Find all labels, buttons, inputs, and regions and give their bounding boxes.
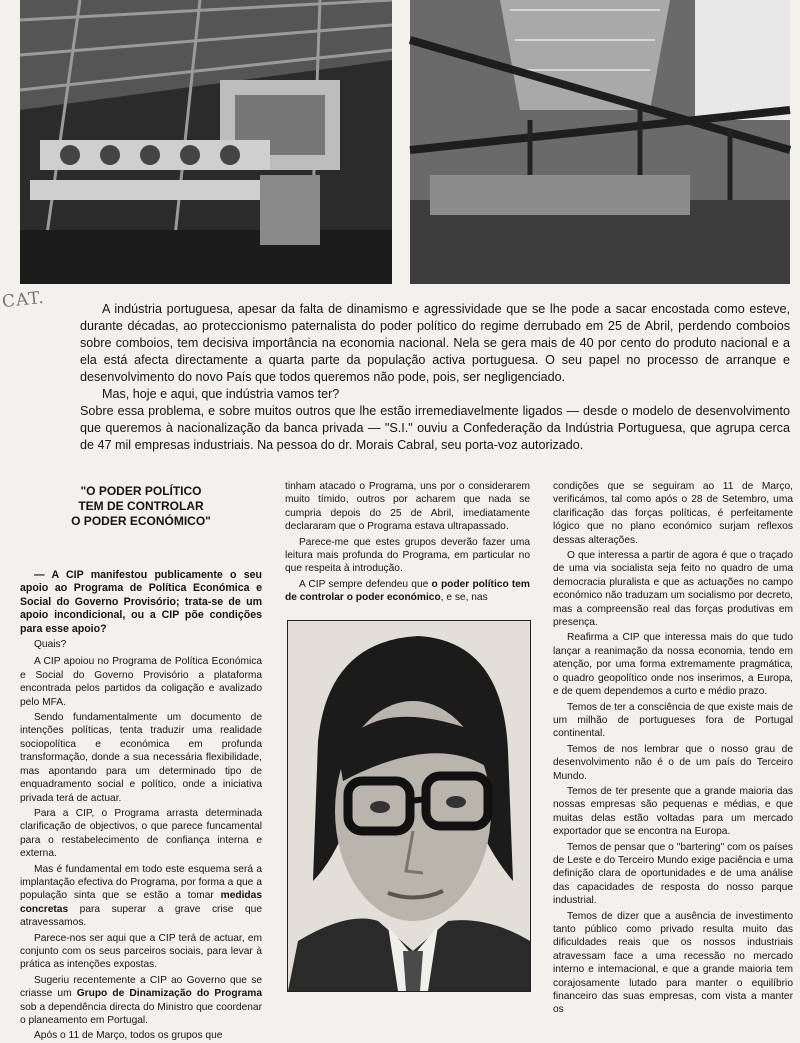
answer-paragraph: Temos de ter presente que a grande maioria das nossas empresas são pequenas e médias, e que muitas delas estão voltadas para um mercado exportador que se encontra na Europa. — [553, 785, 793, 838]
answer-paragraph: Reafirma a CIP que interessa mais do que tudo lançar a reanimação da nossa economia, tendo em atenção, por uma forma extremamente pragmática, o quadro geopolítico onde nos inserimos, a Europa, e de quem dependemos a curto e médio prazo. — [553, 632, 793, 698]
headline-line: O PODER ECONÓMICO" — [71, 514, 211, 528]
factory-photo-left — [20, 0, 392, 284]
article-column-1 — [20, 480, 262, 1042]
text-run: para superar a grave crise que atravessamos. — [20, 903, 262, 929]
answer-paragraph: Temos de nos lembrar que o nosso grau de desenvolvimento não é o de um país do Terceiro Mundo. — [553, 743, 793, 782]
portrait-man-glasses-image — [288, 621, 530, 991]
intro-paragraph: A indústria portuguesa, apesar da falta de dinamismo e agressividade que se lhe pode a sacar encostada como esteve, durante décadas, ao proteccionismo paternalista do poder político do regime derrubado em 25 de Abril, perdendo comboios sobre comboios, tem decisiva importância na economia nacional. Nela se gera mais de 40 por cento do produto nacional e a ela está afecta directamente a quarta parte da população activa portuguesa. O seu papel no processo de arranque e desenvolvimento do novo País que todos queremos não pode, pois, ser negligenciado. — [80, 302, 790, 384]
factory-machinery-image — [20, 0, 392, 284]
answer-paragraph: A CIP apoiou no Programa de Política Económica e Social do Governo Provisório a plataforma encontrada pelos partidos da coligação e avalizado pelo MFA. — [20, 656, 262, 708]
answer-paragraph: Para a CIP, o Programa arrasta determinada clarificação de objectivos, o que parece funcamental para o restabelecimento de confiança interna e externa. — [20, 807, 262, 860]
answer-paragraph: Temos de ter a consciência de que existe mais de um milhão de portugueses fora de Portugal continental. — [553, 701, 793, 740]
article-headline — [20, 484, 262, 529]
article-intro — [80, 301, 790, 454]
headline-line: "O PODER POLÍTICO — [80, 484, 202, 498]
article-column-3 — [553, 480, 793, 1016]
factory-photo-right — [410, 0, 790, 284]
headline-line: TEM DE CONTROLAR — [78, 499, 204, 513]
answer-paragraph — [20, 974, 262, 1028]
bold-text: Grupo de Dinamização do Programa — [76, 988, 262, 1000]
answer-paragraph: O que interessa a partir de agora é que o traçado de uma via socialista seja feito no quadro de uma democracia pluralista e que as actuações no campo económico não traduzam um socialismo por decreto, mas a compreensão real das forças produtivas em presença. — [553, 550, 793, 629]
answer-paragraph: Após o 11 de Março, todos os grupos que — [34, 1030, 223, 1042]
answer-paragraph — [20, 863, 262, 930]
interview-question: — A CIP manifestou publicamente o seu apoio ao Programa de Política Económica e Social do Governo Provisório; trata-se de um apoio incondicional, ou a CIP põe condições para esse apoio? — [20, 569, 262, 635]
answer-paragraph: Sendo fundamentalmente um documento de intenções políticas, tenta traduzir uma realidade sociopolítica e económica em profunda transformação, donde a sua necessária flexibilidade, mas apontando para um determinado tipo de enquadramento social e político, onde a iniciativa privada terá de actuar. — [20, 712, 262, 804]
portrait-photo — [287, 620, 531, 992]
answer-paragraph: Temos de dizer que a ausência de investimento tanto público como privado resulta muito das dificuldades reais que os nossos industriais atravessam face a uma recessão no mercado interno e internacional, e que a grande maioria tem corajosamente lutado para manter o equilíbrio financeiro das suas empresas, com vista a manter os — [553, 910, 793, 1016]
answer-paragraph — [285, 578, 530, 605]
intro-paragraph: Mas, hoje e aqui, que indústria vamos ter? — [102, 387, 340, 401]
text-run: A CIP sempre defendeu que — [299, 578, 432, 590]
text-run: sob a dependência directa do Ministro que coordenar o planeamento em Portugal. — [20, 1001, 262, 1026]
text-run: Sugeriu recentemente a CIP ao Governo que se criasse um — [20, 974, 262, 1000]
answer-paragraph: tinham atacado o Programa, uns por o considerarem muito tímido, outros por acharem que nada se cumpria depois do 25 de Abril, imediatamente declararam que o Programa estava ultrapassado. — [285, 481, 530, 533]
interview-question-followup: Quais? — [34, 639, 67, 651]
bold-text: medidas concretas — [20, 890, 262, 915]
intro-paragraph: Sobre essa problema, e sobre muitos outros que lhe estão irremediavelmente ligados — desde o modelo de desenvolvimento que queremos à nacionalização da banca privada — "S.I." ouviu a Confederação da Indústria Portuguesa, que agrupa cerca de 47 mil empresas industriais. Na pessoa do dr. Morais Cabral, seu porta-voz autorizado. — [80, 404, 790, 452]
bold-text: o poder político tem de controlar o poder económico — [285, 578, 530, 604]
answer-paragraph: condições que se seguiram ao 11 de Março, verificámos, tal como após o 28 de Setembro, uma clarificação das forças políticas, é perfeitamente lógico que no plano económico surjam reflexos dessas alterações. — [553, 481, 793, 546]
article-column-2 — [285, 480, 530, 616]
answer-paragraph: Temos de pensar que o "bartering" com os países de Leste e do Terceiro Mundo exige paciência e uma definição clara de oportunidades e de uma análise das capacidades de resposta do nosso parque industrial. — [553, 841, 793, 907]
answer-paragraph: Parece-me que estes grupos deverão fazer uma leitura mais profunda do Programa, em particular no que respeita à introdução. — [285, 536, 530, 575]
text-run: Mas é fundamental em todo este esquema será a implantação efectiva do Programa, por forma a que a população sinta que se estão a tomar — [20, 863, 262, 902]
factory-hall-image — [410, 0, 790, 284]
answer-paragraph: Parece-nos ser aqui que a CIP terá de actuar, em conjunto com os seus parceiros sociais, para levar à prática as intenções expostas. — [20, 932, 262, 971]
handwritten-note: CAT. — [1, 287, 46, 313]
text-run: , e se, nas — [440, 592, 488, 604]
